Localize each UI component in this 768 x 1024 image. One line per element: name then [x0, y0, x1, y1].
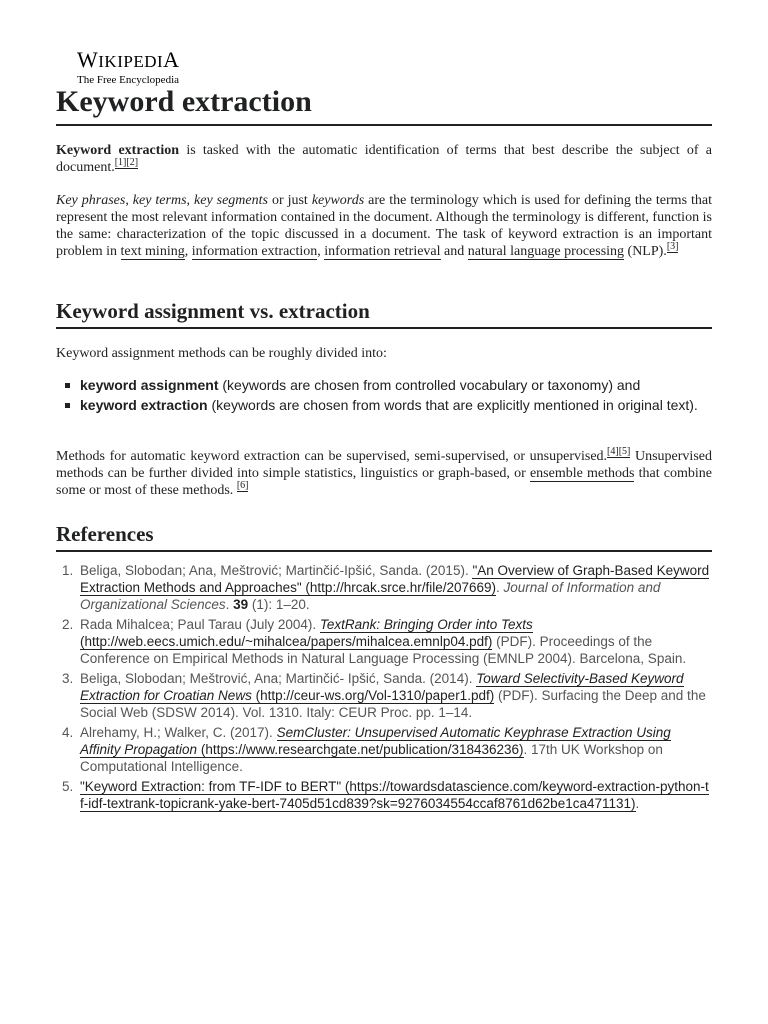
- section-heading-references: References: [56, 519, 712, 552]
- list-item: keyword assignment (keywords are chosen from controlled vocabulary or taxonomy) and: [80, 377, 712, 393]
- section1-lead: Keyword assignment methods can be roughly divided into:: [56, 346, 387, 361]
- wikipedia-logo[interactable]: [77, 49, 180, 86]
- reference-item: 4. Alrehamy, H.; Walker, C. (2017). SemCluster: Unsupervised Automatic Keyphrase Extraction Using Affinity Propagation (https://www.researchgate.net/publication/318436236). 17th UK Workshop on Computational Intelligence.: [62, 725, 671, 774]
- assignment-bullet-list: [56, 377, 712, 417]
- link-information-extraction[interactable]: information extraction: [191, 244, 318, 259]
- reference-item: 5. "Keyword Extraction: from TF-IDF to BERT" (https://towardsdatascience.com/keyword-extraction-python-tf-idf-textrank-topicrank-yake-bert-7405d51cd839?sk=9276034554ccaf8761d62be1ca471131).: [62, 779, 709, 811]
- bullet-icon: [65, 403, 70, 408]
- intro-paragraph-1: Keyword extraction is tasked with the automatic identification of terms that best describe the subject of a document.[1][2]: [56, 143, 713, 175]
- link-text-mining[interactable]: text mining: [120, 244, 185, 259]
- citation-6[interactable]: [6]: [236, 480, 249, 492]
- reference-item: 2. Rada Mihalcea; Paul Tarau (July 2004). TextRank: Bringing Order into Texts (http://web.eecs.umich.edu/~mihalcea/papers/mihalcea.emnlp04.pdf) (PDF). Proceedings of the Conference on Empirical Methods in Natural Language Processing (EMNLP 2004). Barcelona, Spain.: [62, 617, 687, 666]
- citation-4[interactable]: [4]: [607, 446, 619, 458]
- reference-url[interactable]: (http://ceur-ws.org/Vol-1310/paper1.pdf): [251, 688, 495, 703]
- reference-url[interactable]: (https://www.researchgate.net/publication/318436236): [197, 742, 524, 757]
- link-natural-language-processing[interactable]: natural language processing: [467, 244, 625, 259]
- link-ensemble-methods[interactable]: ensemble methods: [529, 466, 635, 481]
- page-title: Keyword extraction: [56, 82, 712, 126]
- bullet-icon: [65, 383, 70, 388]
- logo-tagline: The Free Encyclopedia: [77, 74, 180, 86]
- reference-item: 3. Beliga, Slobodan; Meštrović, Ana; Martinčić- Ipšić, Sanda. (2014). Toward Selectivity-Based Keyword Extraction for Croatian News (http://ceur-ws.org/Vol-1310/paper1.pdf) (PDF). Surfacing the Deep and the Social Web (SDSW 2014). Vol. 1310. Italy: CEUR Proc. pp. 1–14.: [62, 671, 706, 720]
- reference-link[interactable]: Toward Selectivity-Based Keyword Extraction for Croatian News: [80, 671, 684, 703]
- references-list: [56, 562, 712, 815]
- section1-paragraph: Methods for automatic keyword extraction can be supervised, semi-supervised, or unsupervised.[4][5] Unsupervised methods can be further divided into simple statistics, linguistics or graph-based, or ensemble methods that combine some or most of these methods. [6]: [56, 446, 713, 498]
- link-information-retrieval[interactable]: information retrieval: [324, 244, 441, 259]
- list-item: keyword extraction (keywords are chosen from words that are explicitly mentioned in original text).: [80, 397, 712, 413]
- logo-wordmark: WIKIPEDIA: [77, 47, 180, 72]
- reference-link[interactable]: "Keyword Extraction: from TF-IDF to BERT" (https://towardsdatascience.com/keyword-extraction-python-tf-idf-textrank-topicrank-yake-bert-7405d51cd839?sk=9276034554ccaf8761d62be1ca471131): [80, 779, 709, 811]
- reference-url[interactable]: (http://web.eecs.umich.edu/~mihalcea/papers/mihalcea.emnlp04.pdf): [80, 634, 493, 649]
- citation-3[interactable]: [3]: [666, 241, 679, 253]
- citation-2[interactable]: [2]: [126, 157, 139, 169]
- reference-link[interactable]: SemCluster: Unsupervised Automatic Keyphrase Extraction Using Affinity Propagation: [80, 725, 671, 757]
- reference-item: 1. Beliga, Slobodan; Ana, Meštrović; Martinčić-Ipšić, Sanda. (2015). "An Overview of Graph-Based Keyword Extraction Methods and Approaches" (http://hrcak.srce.hr/file/207669). Journal of Information and Organizational Sciences. 39 (1): 1–20.: [62, 563, 710, 612]
- intro-paragraph-2: Key phrases, key terms, key segments or just keywords are the terminology which is used for defining the terms that represent the most relevant information contained in the document. Although the terminology is different, function is the same: characterization of the topic discussed in a document. The task of keyword extraction is an important problem in text mining, information extraction, information retrieval and natural language processing (NLP).[3]: [56, 193, 712, 259]
- citation-1[interactable]: [1]: [114, 157, 127, 169]
- reference-link[interactable]: TextRank: Bringing Order into Texts: [319, 617, 533, 632]
- section-heading-assignment: Keyword assignment vs. extraction: [56, 296, 712, 329]
- reference-link[interactable]: "An Overview of Graph-Based Keyword Extraction Methods and Approaches" (http://hrcak.srce.hr/file/207669): [80, 563, 710, 595]
- citation-5[interactable]: [5]: [618, 446, 631, 458]
